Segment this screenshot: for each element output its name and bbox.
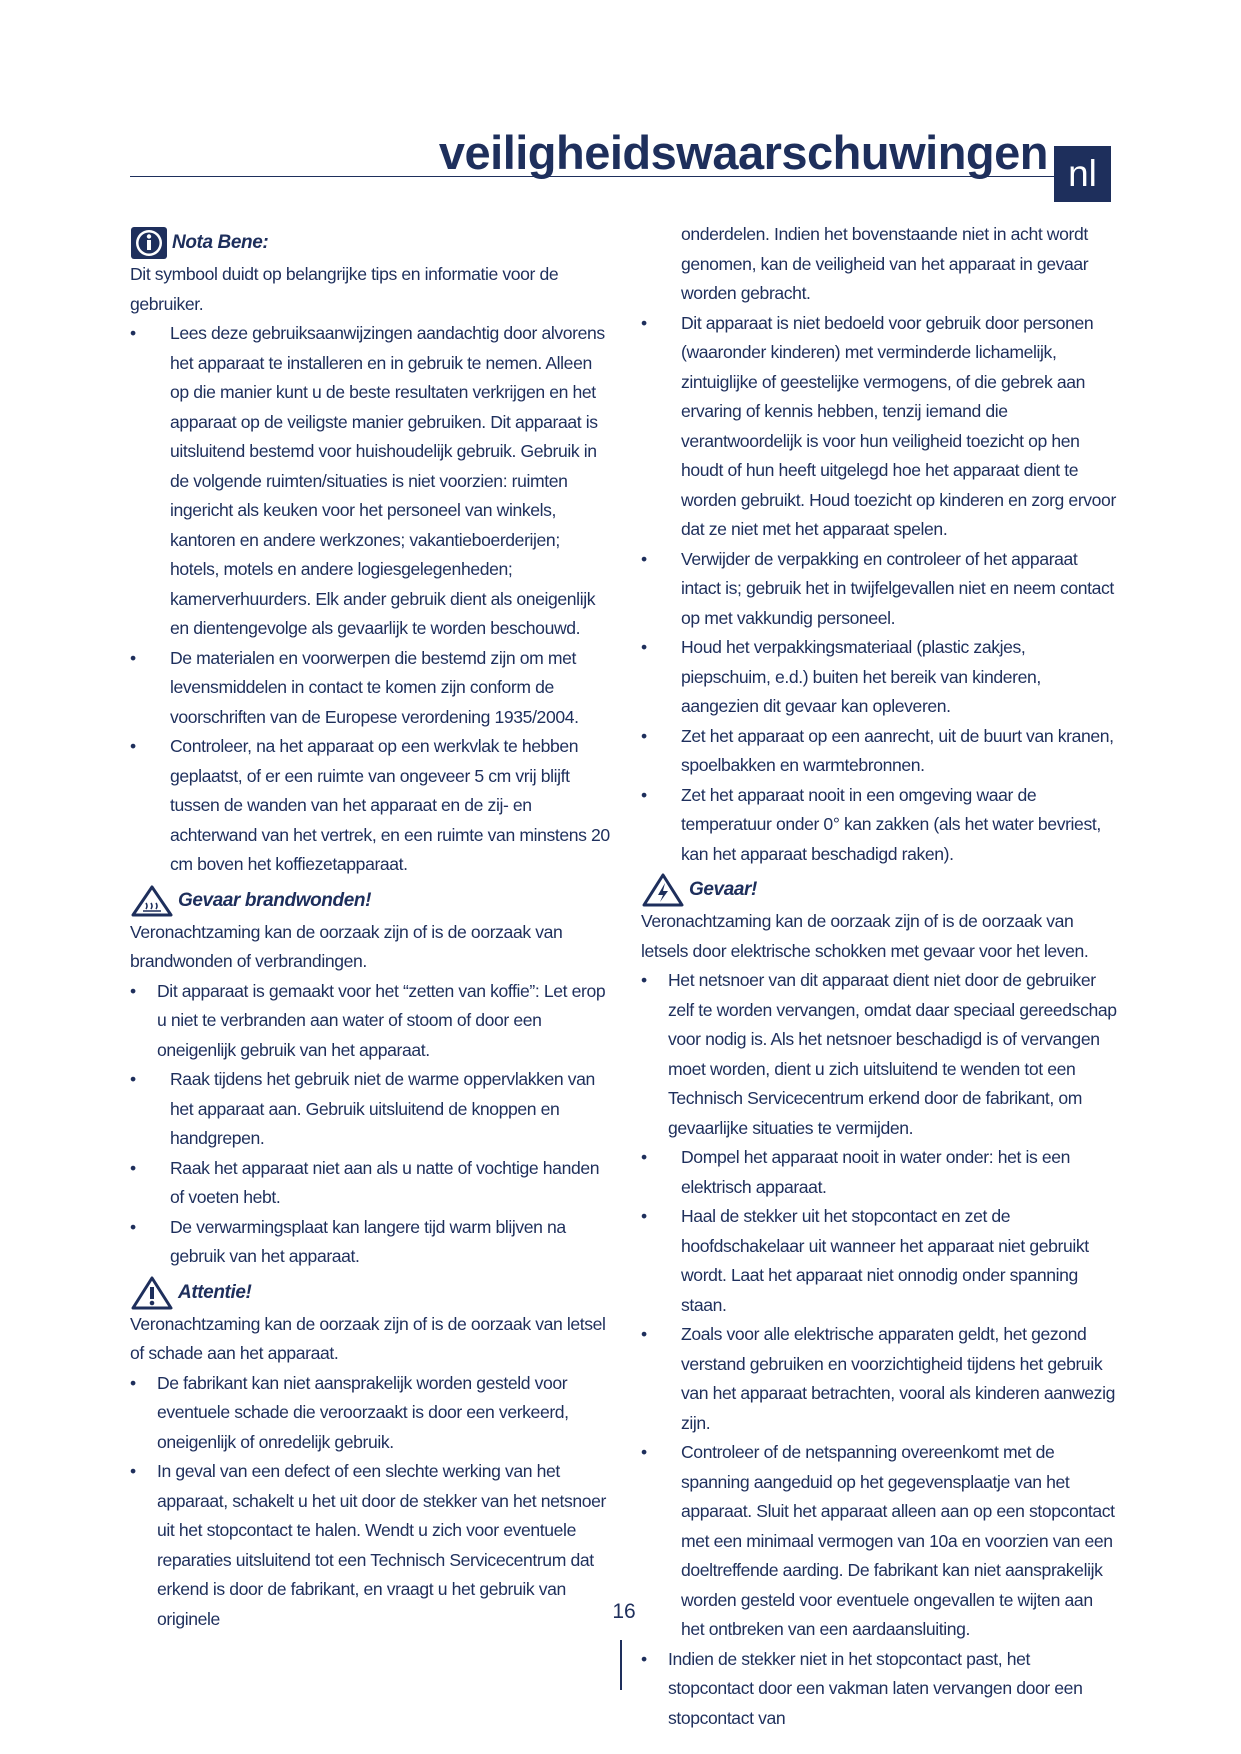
list-item: • Dit apparaat is gemaakt voor het “zetten van koffie”: Let erop u niet te verbranden aan water of stoom of door een oneigenlijk gebruik van het apparaat.	[130, 977, 610, 1066]
attention-label: Attentie!	[178, 1281, 252, 1303]
electric-shock-warning-icon	[641, 872, 685, 908]
list-item: • Controleer of de netspanning overeenkomt met de spanning aangeduid op het gegevensplaatje van het apparaat. Sluit het apparaat alleen aan op een stopcontact met een minimaal vermogen van 10a en voorzien van een doeltreffende aarding. De fabrikant kan niet aansprakelijk worden gesteld voor eventuele ongevallen te wijten aan het ontbreken van een aardaansluiting.	[641, 1438, 1117, 1645]
list-item: • Dit apparaat is niet bedoeld voor gebruik door personen (waaronder kinderen) met verminderde lichamelijk, zintuiglijke of geestelijke vermogens, of die gebrek aan ervaring of kennis hebben, tenzij iemand die verantwoordelijk is voor hun veiligheid toezicht op hen houdt of hun heeft uitgelegd hoe het apparaat dient te worden gebruikt. Houd toezicht op kinderen en zorg ervoor dat ze niet met het apparaat spelen.	[641, 309, 1117, 545]
attention-list	[130, 1369, 610, 1635]
info-icon	[130, 226, 168, 260]
burn-label: Gevaar brandwonden!	[178, 889, 371, 911]
danger-label: Gevaar!	[689, 879, 757, 901]
list-item: • Raak het apparaat niet aan als u natte of vochtige handen of voeten hebt.	[130, 1154, 610, 1213]
list-item: • Zet het apparaat nooit in een omgeving waar de temperatuur onder 0° kan zakken (als het water bevriest, kan het apparaat beschadigd raken).	[641, 781, 1117, 870]
list-item: • De materialen en voorwerpen die bestemd zijn om met levensmiddelen in contact te komen zijn conform de voorschriften van de Europese verordening 1935/2004.	[130, 644, 610, 733]
page-number-line	[620, 1640, 622, 1690]
hot-surface-warning-icon	[130, 884, 174, 918]
nota-bene-text: Dit symbool duidt op belangrijke tips en informatie voor de gebruiker.	[130, 264, 559, 314]
page-number: 16	[612, 1600, 636, 1623]
list-item: • Dompel het apparaat nooit in water onder: het is een elektrisch apparaat.	[641, 1143, 1117, 1202]
danger-list	[641, 966, 1117, 1733]
nota-bene-label: Nota Bene:	[172, 232, 269, 254]
list-item: • Indien de stekker niet in het stopcontact past, het stopcontact door een vakman laten vervangen door een stopcontact van	[641, 1645, 1117, 1734]
nota-bene-list	[130, 319, 610, 880]
list-item: • Het netsnoer van dit apparaat dient niet door de gebruiker zelf te worden vervangen, omdat daar speciaal gereedschap voor nodig is. Als het netsnoer beschadigd is of vervangen moet worden, dient u zich uitsluitend te wenden tot een Technisch Servicecentrum erkend door de fabrikant, om gevaarlijke situaties te vermijden.	[641, 966, 1117, 1143]
burn-list	[130, 977, 610, 1272]
list-item: • Controleer, na het apparaat op een werkvlak te hebben geplaatst, of er een ruimte van ongeveer 5 cm vrij blijft tussen de wanden van het apparaat en de zij- en achterwand van het vertrek, en een ruimte van minstens 20 cm boven het koffiezetapparaat.	[130, 732, 610, 880]
right-column	[641, 220, 1117, 1733]
list-item: • In geval van een defect of een slechte werking van het apparaat, schakelt u het uit door de stekker van het netsnoer uit het stopcontact te halen. Wendt u zich voor eventuele reparaties uitsluitend tot een Technisch Servicecentrum dat erkend is door de fabrikant, en vraagt u het gebruik van originele	[130, 1457, 610, 1634]
danger-heading	[641, 873, 1117, 907]
burn-heading	[130, 884, 610, 918]
nota-bene-heading	[130, 226, 610, 260]
list-item: • Verwijder de verpakking en controleer of het apparaat intact is; gebruik het in twijfelgevallen niet en neem contact op met vakkundig personeel.	[641, 545, 1117, 634]
list-item: • Zoals voor alle elektrische apparaten geldt, het gezond verstand gebruiken en voorzichtigheid tijdens het gebruik van het apparaat betrachten, vooral als kinderen aanwezig zijn.	[641, 1320, 1117, 1438]
list-item: • Raak tijdens het gebruik niet de warme oppervlakken van het apparaat aan. Gebruik uitsluitend de knoppen en handgrepen.	[130, 1065, 610, 1154]
list-item: • Zet het apparaat op een aanrecht, uit de buurt van kranen, spoelbakken en warmtebronnen.	[641, 722, 1117, 781]
language-badge: nl	[1054, 146, 1111, 202]
list-item: • Lees deze gebruiksaanwijzingen aandachtig door alvorens het apparaat te installeren en in gebruik te nemen. Alleen op die manier kunt u de beste resultaten verkrijgen en het apparaat op de veiligste manier gebruiken. Dit apparaat is uitsluitend bestemd voor huishoudelijk gebruik. Gebruik in de volgende ruimten/situaties is niet voorzien: ruimten ingericht als keuken voor het personeel van winkels, kantoren en andere werkzones; vakantieboerderijen; hotels, motels en andere logiesgelegenheden; kamerverhuurders. Elk ander gebruik dient als oneigenlijk en dientengevolge als gevaarlijk te worden beschouwd.	[130, 319, 610, 644]
attention-text: Veronachtzaming kan de oorzaak zijn of is de oorzaak van letsel of schade aan het apparaat.	[130, 1313, 606, 1363]
list-item: • Houd het verpakkingsmateriaal (plastic zakjes, piepschuim, e.d.) buiten het bereik van kinderen, aangezien dit gevaar kan opleveren.	[641, 633, 1117, 722]
list-item: • Haal de stekker uit het stopcontact en zet de hoofdschakelaar uit wanneer het apparaat niet gebruikt wordt. Laat het apparaat niet onnodig onder spanning staan.	[641, 1202, 1117, 1320]
attention-heading	[130, 1276, 610, 1310]
continuation-text: onderdelen. Indien het bovenstaande niet in acht wordt genomen, kan de veiligheid van het apparaat in gevaar worden gebracht.	[681, 224, 1089, 303]
list-item: • De verwarmingsplaat kan langere tijd warm blijven na gebruik van het apparaat.	[130, 1213, 610, 1272]
danger-text: Veronachtzaming kan de oorzaak zijn of is de oorzaak van letsels door elektrische schokken met gevaar voor het leven.	[641, 911, 1089, 961]
exclamation-warning-icon	[130, 1275, 174, 1311]
right-list	[641, 309, 1117, 870]
left-column	[130, 224, 610, 1634]
page-title: veiligheidswaarschuwingen	[438, 126, 1048, 179]
burn-text: Veronachtzaming kan de oorzaak zijn of is de oorzaak van brandwonden of verbrandingen.	[130, 921, 563, 971]
list-item: • De fabrikant kan niet aansprakelijk worden gesteld voor eventuele schade die veroorzaakt is door een verkeerd, oneigenlijk of onredelijk gebruik.	[130, 1369, 610, 1458]
